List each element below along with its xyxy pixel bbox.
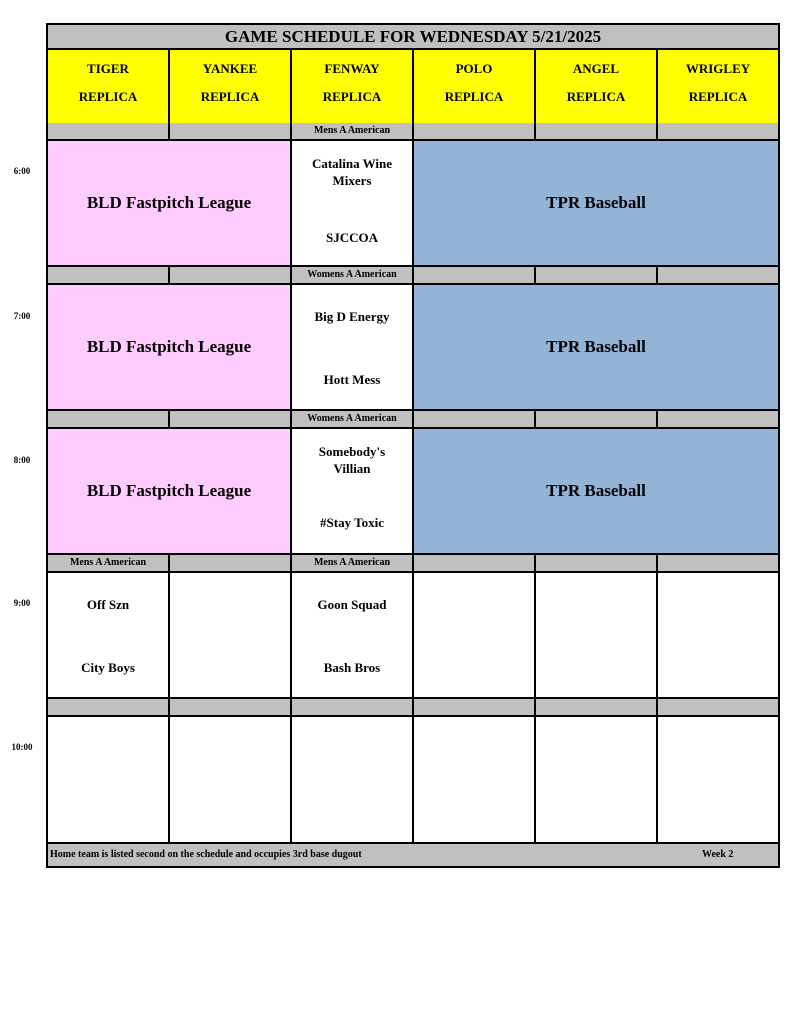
division-band <box>658 267 778 285</box>
away-team: Goon Squad <box>317 597 387 612</box>
division-band <box>536 123 658 141</box>
field-sub: REPLICA <box>566 89 626 104</box>
division-band <box>414 555 536 573</box>
division-band <box>48 267 170 285</box>
league-block-bld: BLD Fastpitch League <box>48 429 292 555</box>
division-band <box>658 123 778 141</box>
field-name: FENWAY <box>324 61 380 76</box>
field-sub: REPLICA <box>200 89 260 104</box>
division-band <box>658 555 778 573</box>
division-band <box>658 699 778 717</box>
schedule-title: GAME SCHEDULE FOR WEDNESDAY 5/21/2025 <box>48 25 778 50</box>
away-team: Off Szn <box>86 597 130 612</box>
game-cell-polo <box>414 573 536 699</box>
league-block-tpr: TPR Baseball <box>414 285 778 411</box>
game-cell-yankee <box>170 717 292 844</box>
division-band <box>414 267 536 285</box>
field-name: POLO <box>455 61 493 76</box>
division-band <box>292 699 414 717</box>
time-label-8: 8:00 <box>13 455 31 465</box>
home-team: SJCCOA <box>325 230 378 245</box>
division-band <box>170 699 292 717</box>
home-team: Hott Mess <box>323 372 381 387</box>
field-sub: REPLICA <box>688 89 748 104</box>
schedule-sheet <box>46 23 780 868</box>
division-band <box>170 411 292 429</box>
game-cell-yankee <box>170 573 292 699</box>
home-team: City Boys <box>81 660 135 675</box>
division-band <box>414 699 536 717</box>
field-name: WRIGLEY <box>685 61 751 76</box>
division-band <box>536 267 658 285</box>
division-band <box>414 411 536 429</box>
game-cell-fenway <box>292 573 414 699</box>
game-cell-tiger <box>48 573 170 699</box>
league-block-bld: BLD Fastpitch League <box>48 141 292 267</box>
field-name: YANKEE <box>202 61 258 76</box>
game-cell-angel <box>536 573 658 699</box>
away-team: Catalina Wine Mixers <box>311 156 393 188</box>
home-team: Bash Bros <box>323 660 381 675</box>
field-sub: REPLICA <box>78 89 138 104</box>
week-label: Week 2 <box>702 849 734 860</box>
division-band <box>170 555 292 573</box>
division-band: Mens A American <box>292 555 414 573</box>
field-sub: REPLICA <box>322 89 382 104</box>
time-label-9: 9:00 <box>13 598 31 608</box>
away-team: Big D Energy <box>314 309 390 324</box>
division-band <box>536 555 658 573</box>
footer-bar <box>48 844 778 866</box>
division-band <box>536 699 658 717</box>
time-label-10: 10:00 <box>11 742 33 752</box>
division-band <box>170 267 292 285</box>
division-band <box>414 123 536 141</box>
game-cell-tiger <box>48 717 170 844</box>
time-label-7: 7:00 <box>13 311 31 321</box>
game-cell-polo <box>414 717 536 844</box>
division-band: Mens A American <box>292 123 414 141</box>
division-band: Womens A American <box>292 411 414 429</box>
division-band <box>48 123 170 141</box>
division-band <box>48 699 170 717</box>
field-sub: REPLICA <box>444 89 504 104</box>
game-cell-fenway <box>292 141 414 267</box>
division-band: Womens A American <box>292 267 414 285</box>
field-name: ANGEL <box>572 61 620 76</box>
division-band <box>658 411 778 429</box>
game-cell-angel <box>536 717 658 844</box>
home-team: #Stay Toxic <box>320 515 384 530</box>
league-block-bld: BLD Fastpitch League <box>48 285 292 411</box>
game-cell-fenway <box>292 285 414 411</box>
game-cell-wrigley <box>658 573 778 699</box>
division-band <box>170 123 292 141</box>
division-band: Mens A American <box>48 555 170 573</box>
game-cell-fenway <box>292 429 414 555</box>
game-cell-fenway <box>292 717 414 844</box>
footer-note: Home team is listed second on the schedule and occupies 3rd base dugout <box>50 849 362 860</box>
away-team: Somebody's Villian <box>318 444 386 476</box>
field-name: TIGER <box>87 61 129 76</box>
league-block-tpr: TPR Baseball <box>414 429 778 555</box>
division-band <box>536 411 658 429</box>
time-label-6: 6:00 <box>13 166 31 176</box>
game-cell-wrigley <box>658 717 778 844</box>
division-band <box>48 411 170 429</box>
league-block-tpr: TPR Baseball <box>414 141 778 267</box>
